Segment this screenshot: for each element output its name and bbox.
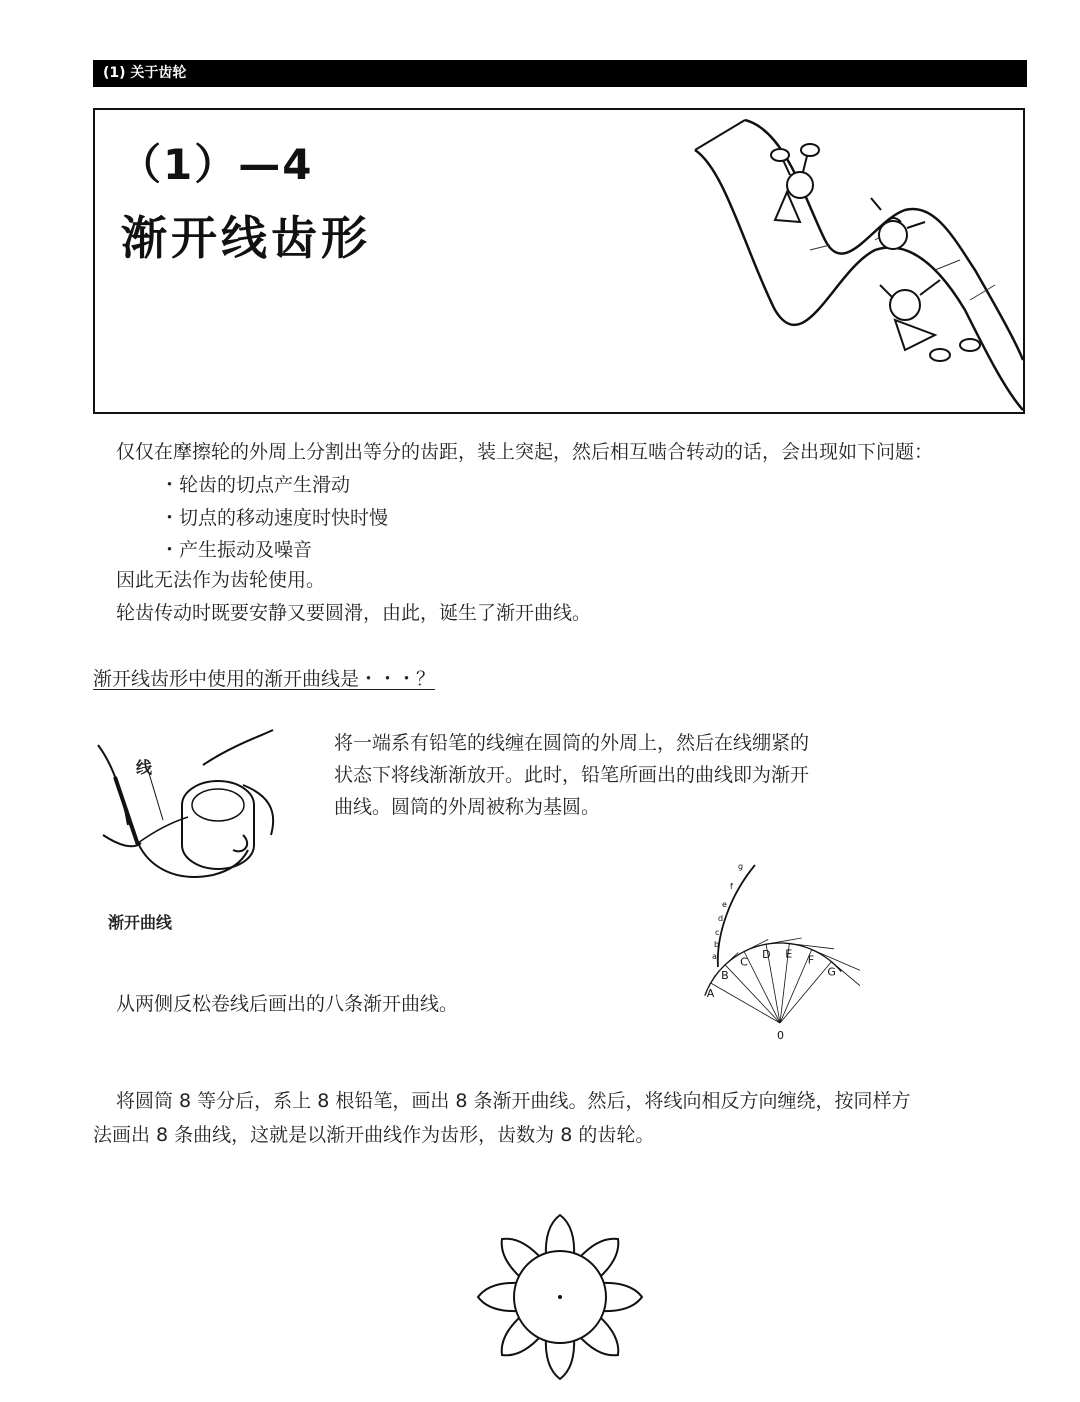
radius-line bbox=[780, 962, 831, 1023]
involute-construction-diagram bbox=[690, 855, 860, 1045]
conclusion-line-2: 轮齿传动时既要安静又要圆滑，由此，诞生了渐开曲线。 bbox=[116, 602, 592, 624]
point-label: A bbox=[706, 987, 715, 1000]
pencil-description bbox=[334, 727, 809, 823]
curve-point-label: e bbox=[722, 900, 727, 909]
string-label: 线 bbox=[136, 758, 153, 777]
point-label: F bbox=[807, 953, 815, 967]
point-label: C bbox=[740, 955, 748, 969]
description-line: 曲线。圆筒的外周被称为基圆。 bbox=[334, 796, 601, 818]
intro-sentence: 仅仅在摩擦轮的外周上分割出等分的齿距，装上突起，然后相互啮合转动的话，会出现如下问题： bbox=[116, 441, 934, 463]
point-label: B bbox=[721, 968, 729, 982]
involute-curve bbox=[718, 865, 755, 967]
radius-line bbox=[725, 965, 780, 1023]
tangent-line bbox=[789, 944, 834, 949]
bullet-item: ・产生振动及噪音 bbox=[160, 539, 313, 561]
section-heading: 渐开线齿形中使用的渐开曲线是・・・？ bbox=[93, 668, 436, 690]
child-figure-2 bbox=[871, 198, 925, 249]
involute-curve-label: 渐开曲线 bbox=[108, 913, 173, 932]
bullet-item: ・切点的移动速度时快时慢 bbox=[160, 507, 389, 529]
description-line: 状态下将线渐渐放开。此时，铅笔所画出的曲线即为渐开 bbox=[334, 764, 810, 786]
chapter-number: （1）—4 bbox=[119, 140, 314, 189]
description-line: 将一端系有铅笔的线缠在圆筒的外周上，然后在线绷紧的 bbox=[334, 732, 810, 754]
slide-illustration bbox=[575, 110, 1025, 414]
point-label: E bbox=[785, 947, 793, 961]
section-header-bar bbox=[93, 60, 1027, 87]
eight-curves-caption: 从两侧反松卷线后画出的八条渐开曲线。 bbox=[116, 993, 459, 1015]
tangent-line bbox=[711, 975, 716, 983]
eight-tooth-gear-figure bbox=[475, 1212, 645, 1382]
title-box bbox=[93, 108, 1025, 414]
bullet-item: ・轮齿的切点产生滑动 bbox=[160, 474, 351, 496]
curve-point-label: g bbox=[738, 862, 744, 871]
point-label: D bbox=[762, 948, 771, 962]
point-label: G bbox=[827, 965, 836, 979]
curve-point-label: d bbox=[718, 914, 724, 923]
page-title: 渐开线齿形 bbox=[121, 211, 371, 265]
curve-point-label: a bbox=[712, 952, 717, 961]
gear-center-point bbox=[558, 1295, 562, 1299]
gear-text-line-2: 法画出 8 条曲线，这就是以渐开曲线作为齿形，齿数为 8 的齿轮。 bbox=[93, 1124, 655, 1146]
curve-point-label: f bbox=[730, 882, 733, 891]
center-label: 0 bbox=[777, 1029, 784, 1042]
curve-point-label: b bbox=[714, 940, 720, 949]
pencil-cylinder-illustration bbox=[93, 725, 293, 915]
tangent-line bbox=[725, 953, 738, 965]
gear-text-line-1: 将圆筒 8 等分后，系上 8 根铅笔，画出 8 条渐开曲线。然后，将线向相反方向缠绕，按同样方 bbox=[116, 1090, 911, 1112]
conclusion-line-1: 因此无法作为齿轮使用。 bbox=[116, 569, 326, 591]
child-figure-3 bbox=[880, 280, 980, 361]
section-label: (1) 关于齿轮 bbox=[103, 65, 187, 81]
curve-point-label: c bbox=[715, 928, 720, 937]
